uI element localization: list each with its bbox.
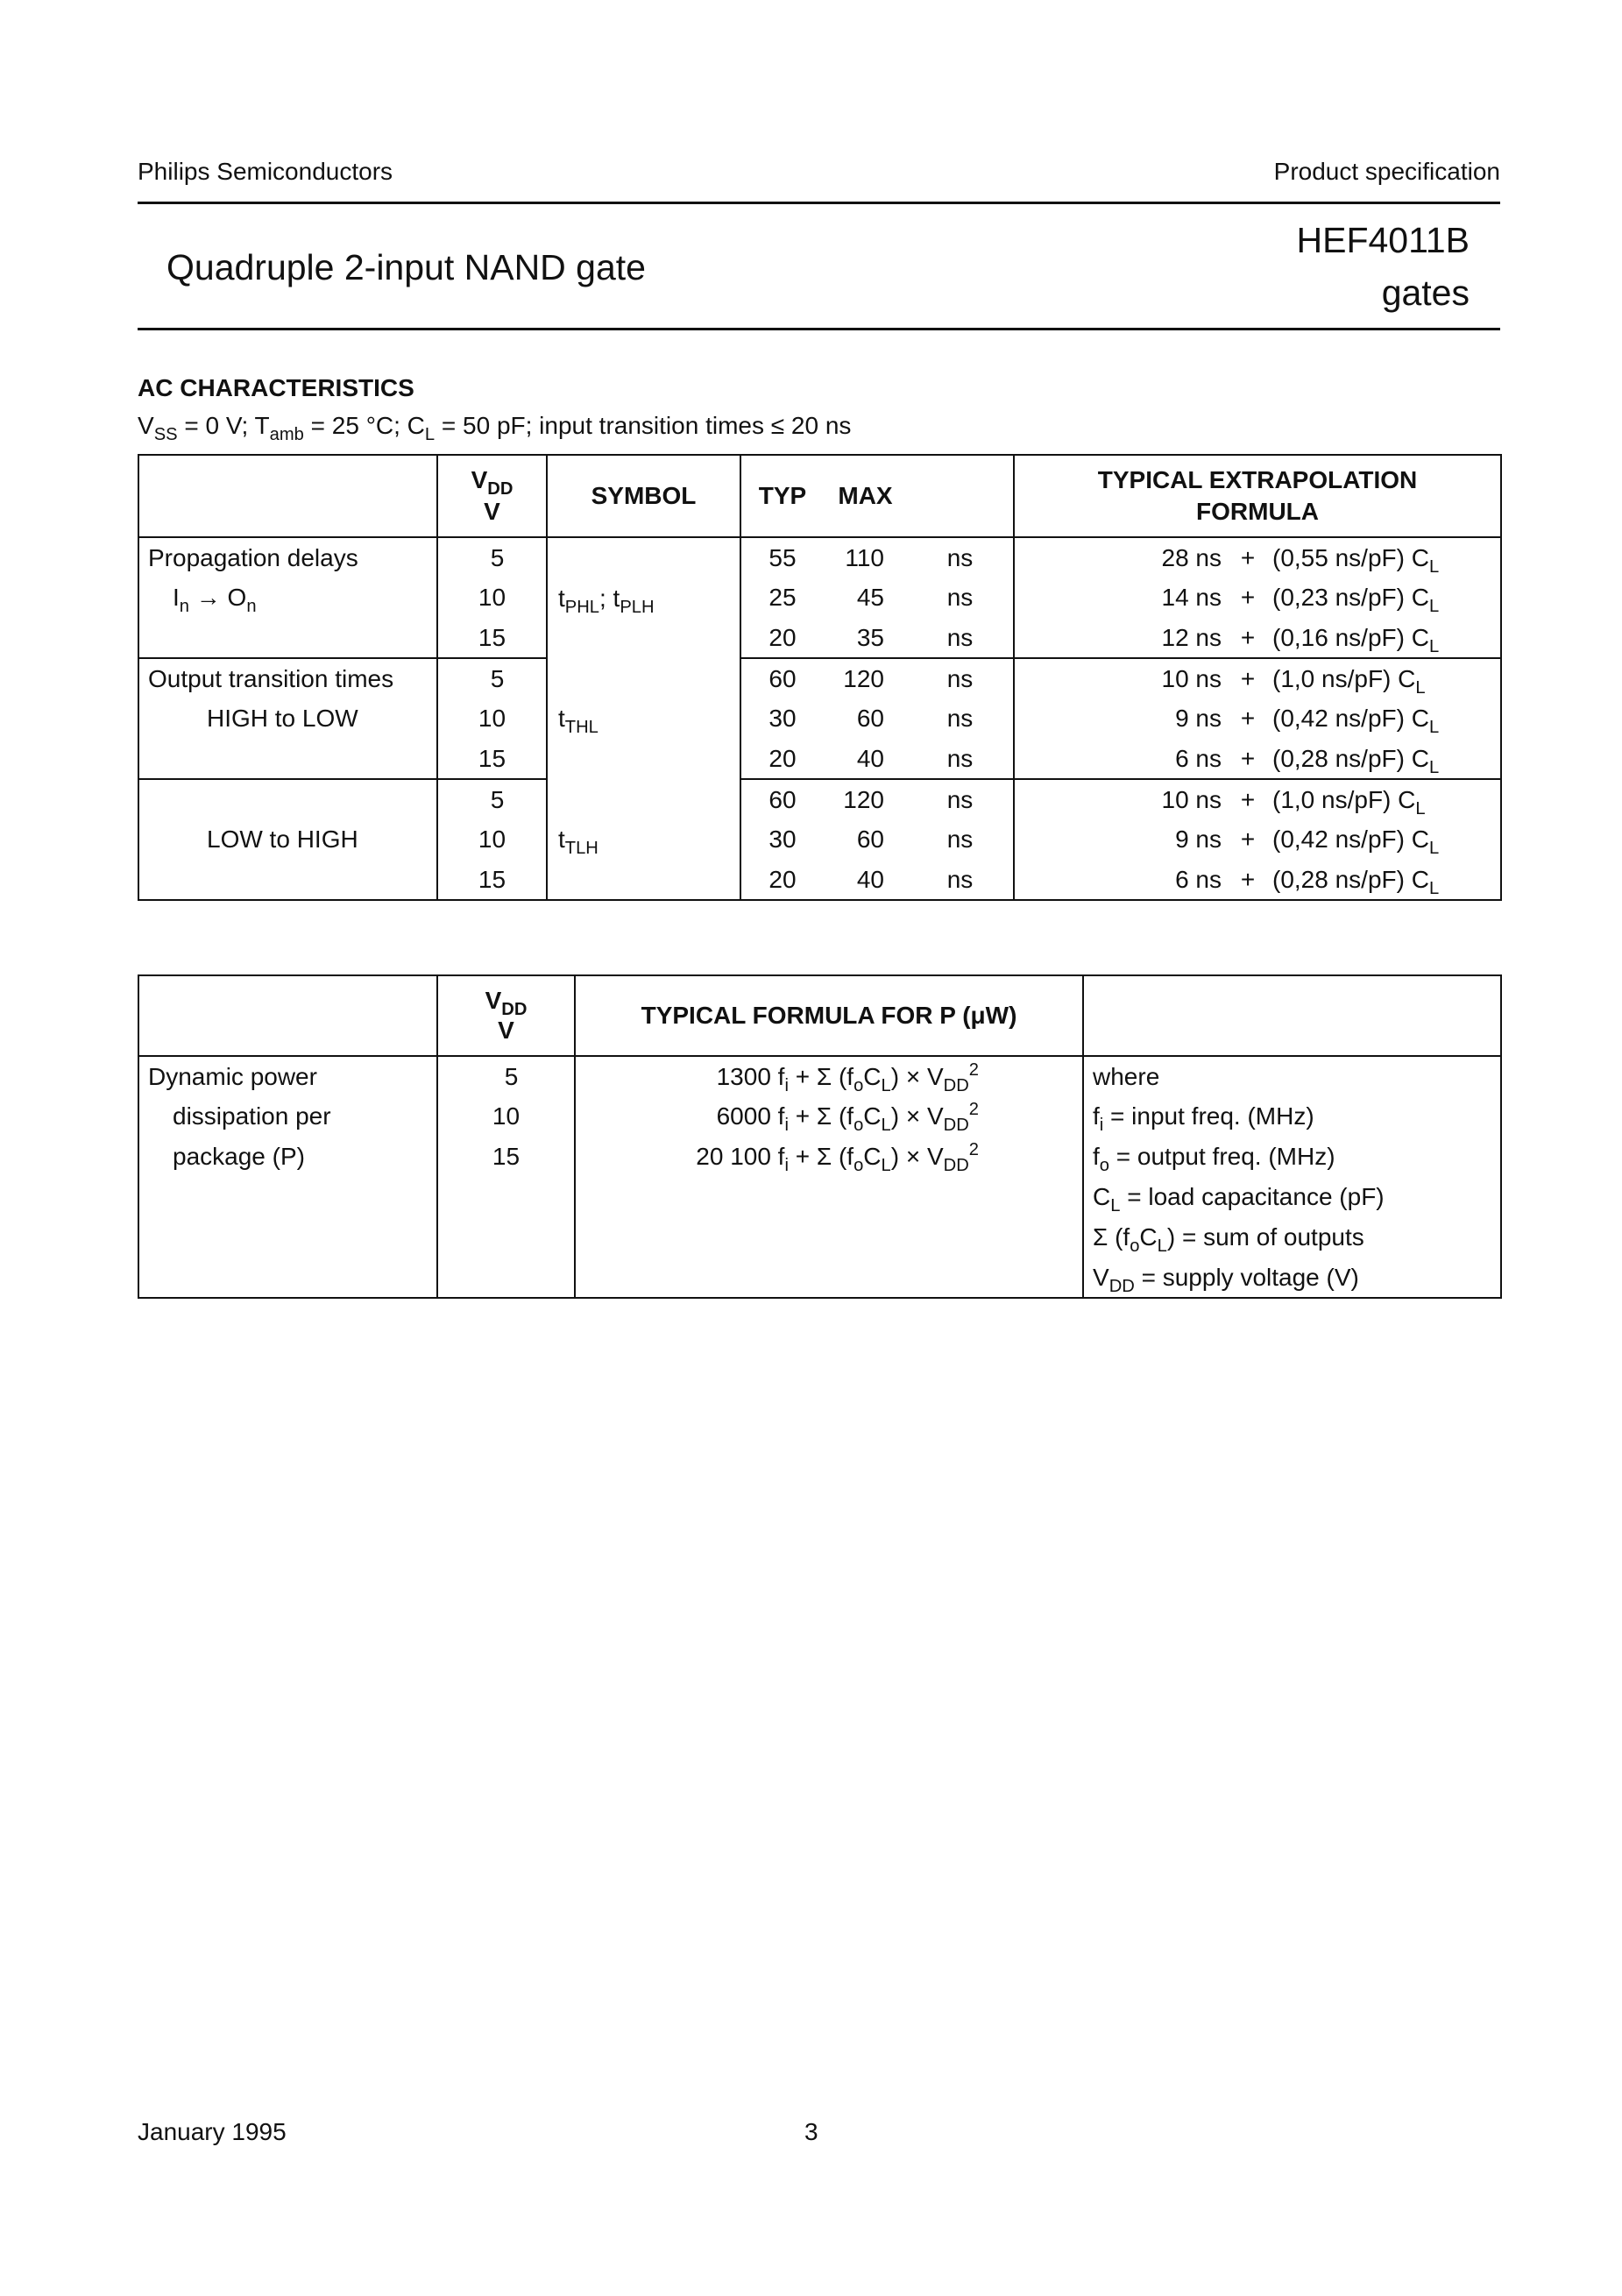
- unit-value: ns: [907, 819, 1014, 860]
- formula-coefficient: (0,42 ns/pF) $C_L$: [1269, 698, 1501, 739]
- symbol-cell: $t_{PHL}$; $t_{PLH}$: [547, 537, 740, 658]
- max-value: 35: [824, 618, 907, 658]
- note-cl: $C_L$ = load capacitance (pF): [1083, 1177, 1501, 1217]
- section-heading: AC CHARACTERISTICS: [138, 374, 414, 401]
- vdd-value: 10: [437, 578, 547, 618]
- note-sum: Σ $(f_oC_L)$ = sum of outputs: [1083, 1217, 1501, 1258]
- vdd-value: 10: [437, 698, 547, 739]
- device-family: gates: [1381, 273, 1470, 313]
- typ-value: 20: [740, 618, 824, 658]
- typ-value: 60: [740, 658, 824, 698]
- table-row: [138, 698, 1501, 739]
- vdd-value: 10: [437, 1096, 575, 1137]
- empty-cell: [575, 1217, 1083, 1258]
- vdd-value: 15: [437, 618, 547, 658]
- document-type: Product specification: [1273, 158, 1500, 185]
- typ-value: 20: [740, 860, 824, 900]
- page-number: 3: [804, 2118, 818, 2145]
- propagation-delay-group: [138, 537, 1501, 658]
- formula-plus: +: [1240, 826, 1256, 853]
- formula-coefficient: (0,28 ns/pF) $C_L$: [1269, 739, 1501, 779]
- vdd-value: 15: [437, 1137, 575, 1177]
- table-row: [138, 618, 1501, 658]
- formula-constant: 6 ns: [1014, 739, 1227, 779]
- formula-constant: 12 ns: [1014, 618, 1227, 658]
- formula-coefficient: (0,55 ns/pF) $C_L$: [1269, 537, 1501, 578]
- formula-coefficient: (1,0 ns/pF) $C_L$: [1269, 779, 1501, 819]
- ac-characteristics-table: [138, 454, 1502, 901]
- empty-cell: [138, 1177, 437, 1217]
- typ-value: 60: [740, 779, 824, 819]
- formula-constant: 9 ns: [1014, 698, 1227, 739]
- max-value: 120: [843, 785, 884, 813]
- formula-constant: 10 ns: [1014, 779, 1227, 819]
- vdd-value: 15: [437, 739, 547, 779]
- vdd-value: 10: [437, 819, 547, 860]
- header-vdd: $V_{DD}$ V: [437, 455, 547, 537]
- table-row: [138, 1258, 1501, 1298]
- dynamic-power-table: [138, 974, 1502, 1299]
- max-value: 40: [824, 739, 907, 779]
- header-power-formula: TYPICAL FORMULA FOR P (μW): [575, 975, 1083, 1056]
- max-value: 110: [845, 543, 884, 571]
- footer-date: January 1995: [138, 2118, 287, 2145]
- part-number: HEF4011B: [1296, 220, 1470, 260]
- header-param: [138, 975, 437, 1056]
- max-value: 40: [856, 865, 884, 893]
- formula-plus: +: [1227, 618, 1269, 658]
- formula-plus: +: [1240, 584, 1256, 611]
- power-formula: 20 100 $f_i + \Sigma$ $(f_oC_L) \times V_{DD}^2$: [575, 1137, 1083, 1177]
- empty-cell: [437, 1177, 575, 1217]
- table-row: [138, 1096, 1501, 1137]
- max-value: 60: [856, 826, 884, 853]
- table-header-row: [138, 455, 1501, 537]
- formula-plus: +: [1240, 705, 1256, 732]
- table-row: [138, 1177, 1501, 1217]
- header-rule-top: [138, 202, 1500, 204]
- max-value: 60: [856, 705, 884, 732]
- typ-value: 30: [740, 819, 824, 860]
- document-title: Quadruple 2-input NAND gate: [166, 247, 646, 287]
- formula-coefficient: (0,23 ns/pF) $C_L$: [1269, 578, 1501, 618]
- formula-plus: +: [1240, 785, 1256, 813]
- header-typ: TYP: [740, 455, 824, 537]
- vdd-value: 5: [437, 779, 547, 819]
- note-where: where: [1083, 1056, 1501, 1096]
- unit-value: ns: [907, 779, 1014, 819]
- empty-cell: [575, 1258, 1083, 1298]
- header-unit: [907, 455, 1014, 537]
- header-param: [138, 455, 437, 537]
- unit-value: ns: [907, 537, 1014, 578]
- note-vdd: $V_{DD}$ = supply voltage (V): [1083, 1258, 1501, 1298]
- param-label: package (P): [138, 1137, 437, 1177]
- param-sublabel: $I_n \to O_n$: [138, 578, 437, 618]
- vdd-value: 5: [437, 658, 547, 698]
- empty-cell: [437, 1258, 575, 1298]
- table-row: [138, 739, 1501, 779]
- formula-constant: 6 ns: [1014, 860, 1227, 900]
- formula-coefficient: (0,42 ns/pF) $C_L$: [1269, 819, 1501, 860]
- vdd-value: 15: [437, 860, 547, 900]
- table-row: [138, 658, 1501, 698]
- header-max: MAX: [824, 455, 907, 537]
- power-formula: 6000 $f_i + \Sigma$ $(f_oC_L) \times V_{DD}^2$: [575, 1096, 1083, 1137]
- table-row: [138, 537, 1501, 578]
- max-value: 45: [856, 584, 884, 611]
- symbol-cell: $t_{TLH}$: [547, 779, 740, 900]
- formula-plus: +: [1240, 543, 1256, 571]
- table-row: [138, 1056, 1501, 1096]
- formula-coefficient: (1,0 ns/pF) $C_L$: [1269, 658, 1501, 698]
- note-fi: $f_i$ = input freq. (MHz): [1083, 1096, 1501, 1137]
- table-row: [138, 1137, 1501, 1177]
- empty-cell: [138, 1217, 437, 1258]
- param-label-empty: [138, 618, 437, 658]
- vdd-value: 5: [437, 1056, 575, 1096]
- transition-low-high-group: [138, 779, 1501, 900]
- unit-value: ns: [907, 658, 1014, 698]
- param-label: Dynamic power: [138, 1056, 437, 1096]
- typ-value: 25: [740, 578, 824, 618]
- empty-cell: [437, 1217, 575, 1258]
- table-row: [138, 578, 1501, 618]
- formula-constant: 9 ns: [1014, 819, 1227, 860]
- header-symbol: SYMBOL: [547, 455, 740, 537]
- header-notes: [1083, 975, 1501, 1056]
- unit-value: ns: [907, 860, 1014, 900]
- vdd-value: 5: [437, 537, 547, 578]
- param-label: dissipation per: [138, 1096, 437, 1137]
- empty-cell: [575, 1177, 1083, 1217]
- note-fo: $f_o$ = output freq. (MHz): [1083, 1137, 1501, 1177]
- param-label: Propagation delays: [138, 537, 437, 578]
- table-header-row: [138, 975, 1501, 1056]
- test-conditions: $V_{SS} = 0$ V; $T_{amb} = 25$ °C; $C_L = 50$ pF; input transition times ≤ 20 ns: [138, 412, 852, 445]
- param-label-empty: [138, 739, 437, 779]
- power-formula: 1300 $f_i + \Sigma$ $(f_oC_L) \times V_{DD}^2$: [575, 1056, 1083, 1096]
- param-label: Output transition times: [138, 658, 437, 698]
- formula-plus: +: [1240, 664, 1256, 692]
- formula-constant: 14 ns: [1014, 578, 1227, 618]
- symbol-cell: $t_{THL}$: [547, 658, 740, 779]
- typ-value: 30: [740, 698, 824, 739]
- header-rule-bottom: [138, 328, 1500, 330]
- param-sublabel: LOW to HIGH: [138, 779, 437, 900]
- company-name: Philips Semiconductors: [138, 158, 393, 185]
- table-row: [138, 779, 1501, 819]
- formula-plus: +: [1240, 865, 1256, 893]
- typ-value: 20: [740, 739, 824, 779]
- typ-value: 55: [740, 537, 824, 578]
- transition-high-low-group: [138, 658, 1501, 779]
- formula-constant: 10 ns: [1014, 658, 1227, 698]
- formula-coefficient: (0,16 ns/pF) $C_L$: [1269, 618, 1501, 658]
- max-value: 120: [843, 664, 884, 692]
- param-sublabel: HIGH to LOW: [138, 698, 437, 739]
- header-vdd: $V_{DD}$ V: [437, 975, 575, 1056]
- formula-constant: 28 ns: [1014, 537, 1227, 578]
- unit-value: ns: [907, 698, 1014, 739]
- empty-cell: [138, 1258, 437, 1298]
- table-row: [138, 1217, 1501, 1258]
- unit-value: ns: [907, 618, 1014, 658]
- header-formula: TYPICAL EXTRAPOLATION FORMULA: [1014, 455, 1501, 537]
- formula-coefficient: (0,28 ns/pF) $C_L$: [1269, 860, 1501, 900]
- unit-value: ns: [907, 739, 1014, 779]
- unit-value: ns: [907, 578, 1014, 618]
- formula-plus: +: [1227, 739, 1269, 779]
